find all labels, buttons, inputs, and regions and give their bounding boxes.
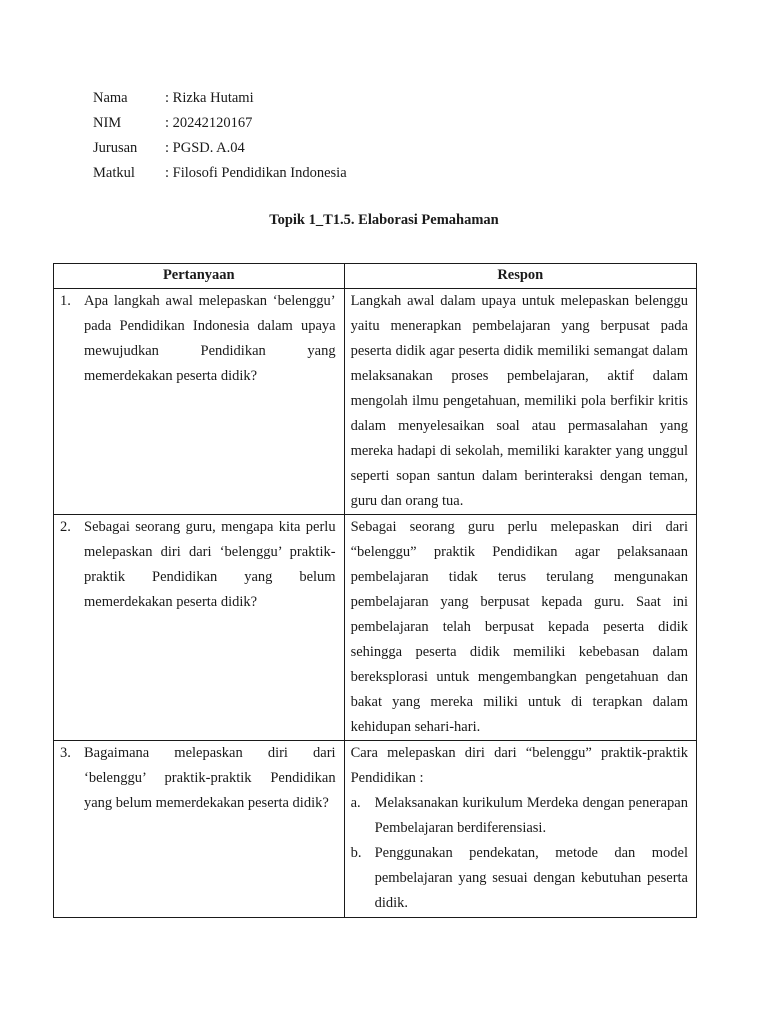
response-list — [351, 791, 688, 916]
info-row-jurusan — [93, 136, 347, 161]
table-header-row — [54, 264, 697, 289]
info-label: Jurusan — [93, 140, 138, 156]
question-text: Sebagai seorang guru, mengapa kita perlu melepaskan diri dari ‘belenggu’ praktik-praktik Pendidikan yang belum memerdekakan peserta didik? — [84, 519, 336, 610]
info-row-name — [93, 86, 347, 111]
info-value: : PGSD. A.04 — [165, 140, 245, 156]
header-response: Respon — [344, 264, 696, 289]
table-row — [54, 515, 697, 741]
list-item-text: Melaksanakan kurikulum Merdeka dengan penerapan Pembelajaran berdiferensiasi. — [374, 795, 688, 836]
table-row — [54, 289, 697, 515]
list-item — [351, 841, 688, 916]
question-text: Bagaimana melepaskan diri dari ‘belenggu’ praktik-praktik Pendidikan yang belum memerdekakan peserta didik? — [84, 745, 336, 811]
response-cell — [344, 741, 696, 918]
response-cell — [344, 289, 696, 515]
info-value: : Rizka Hutami — [165, 90, 254, 106]
list-item-text: Penggunakan pendekatan, metode dan model pembelajaran yang sesuai dengan kebutuhan peserta didik. — [374, 845, 688, 911]
response-intro: Cara melepaskan diri dari “belenggu” praktik-praktik Pendidikan : — [350, 745, 688, 786]
info-value: : 20242120167 — [165, 115, 253, 131]
header-question: Pertanyaan — [54, 264, 345, 289]
question-cell — [54, 515, 345, 741]
info-row-nim — [93, 111, 347, 136]
list-item — [351, 791, 688, 841]
student-info — [93, 86, 347, 186]
list-item-letter: b. — [350, 845, 362, 861]
list-item-letter: a. — [350, 795, 361, 811]
table-row — [54, 741, 697, 918]
question-number: 1. — [60, 293, 71, 309]
info-label: NIM — [93, 115, 122, 131]
question-cell — [54, 741, 345, 918]
response-text: Sebagai seorang guru perlu melepaskan diri dari “belenggu” praktik Pendidikan agar pelaksanaan pembelajaran tidak terus terulang mengunakan pembelajaran yang berpusat kepada guru. Saat ini pembelajaran telah berpusat kepada peserta didik sehingga peserta didik memiliki kebebasan dalam bereksplorasi untuk mengembangkan pengetahuan dan bakat yang mereka miliki untuk di terapkan dalam kehidupan sehari-hari. — [350, 519, 688, 735]
info-row-matkul — [93, 161, 347, 186]
question-cell — [54, 289, 345, 515]
info-value: : Filosofi Pendidikan Indonesia — [165, 165, 347, 181]
info-label: Matkul — [93, 165, 135, 181]
info-label: Nama — [93, 90, 128, 106]
qa-table — [53, 263, 697, 918]
question-number: 3. — [60, 745, 71, 761]
response-cell — [344, 515, 696, 741]
response-text: Langkah awal dalam upaya untuk melepaskan belenggu yaitu menerapkan pembelajaran yang berpusat pada peserta didik agar peserta didik memiliki semangat dalam melaksanakan proses pembelajaran, aktif dalam mengolah ilmu pengetahuan, memiliki pola berfikir kritis dalam menyelesaikan soal atau permasalahan yang mereka hadapi di sekolah, memiliki karakter yang unggul seperti sopan santun dalam berinteraksi dengan teman, guru dan orang tua. — [350, 293, 688, 509]
question-number: 2. — [60, 519, 71, 535]
question-text: Apa langkah awal melepaskan ‘belenggu’ pada Pendidikan Indonesia dalam upaya mewujudkan Pendidikan yang memerdekakan peserta didik? — [84, 293, 336, 384]
document-title: Topik 1_T1.5. Elaborasi Pemahaman — [269, 212, 499, 228]
